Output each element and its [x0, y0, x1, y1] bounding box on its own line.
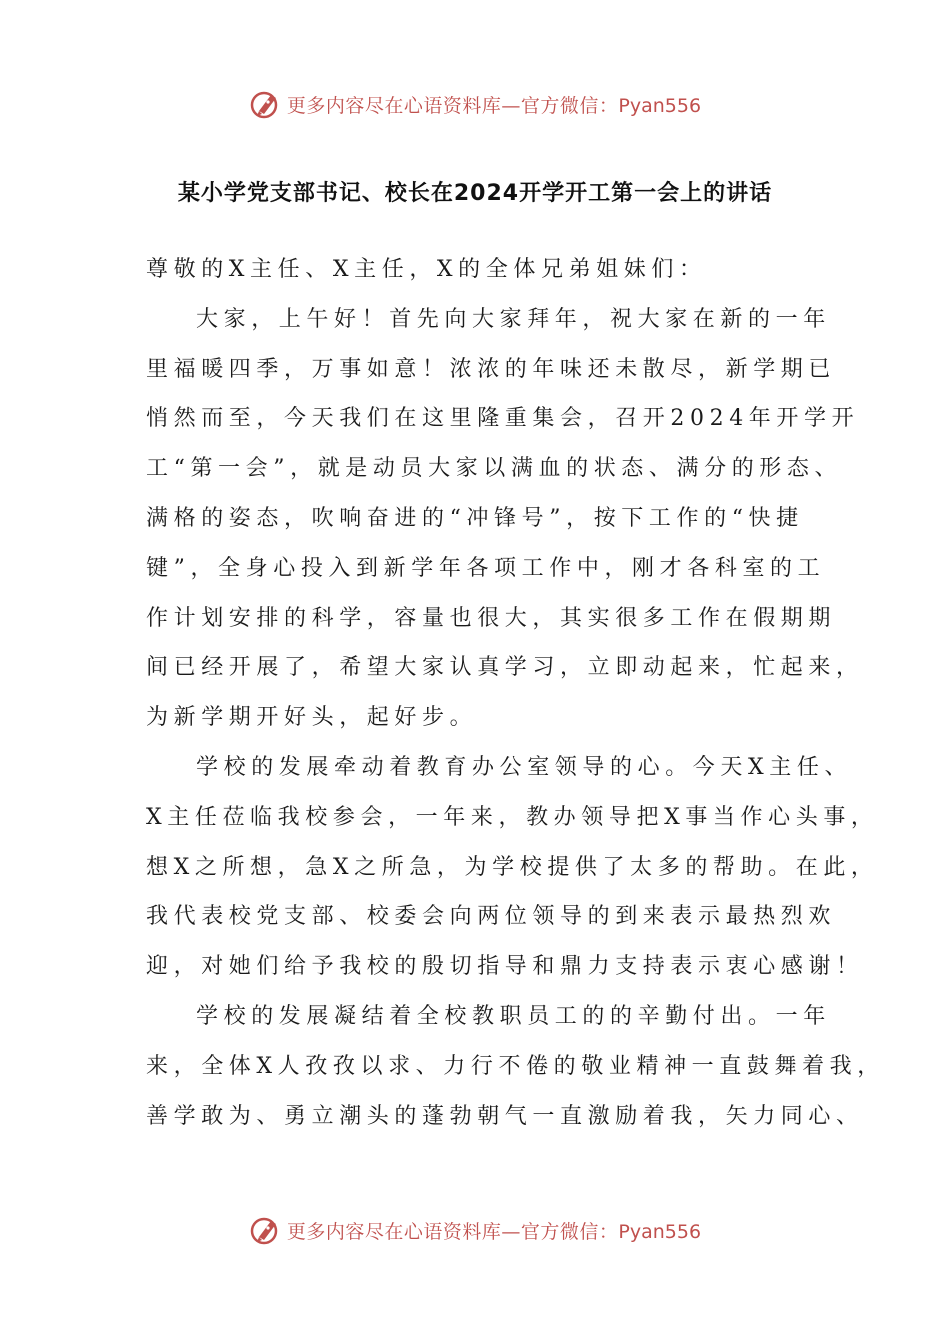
- text-line: 里福暖四季，万事如意！浓浓的年味还未散尽，新学期已: [146, 356, 837, 382]
- text-line: 键”，全身心投入到新学年各项工作中，刚才各科室的工: [146, 555, 826, 581]
- text-line: 满格的姿态，吹响奋进的“冲锋号”，按下工作的“快捷: [146, 505, 804, 531]
- text-line: 尊敬的X主任、X主任，X的全体兄弟姐妹们：: [146, 257, 707, 282]
- text-line: 想X之所想，急X之所急，为学校提供了太多的帮助。在此，: [146, 854, 879, 880]
- wechat-id: Pyan556: [618, 94, 702, 117]
- footer-watermark-banner: [0, 1210, 950, 1250]
- text-line: X主任莅临我校参会，一年来，教办领导把X事当作心头事，: [146, 804, 879, 830]
- text-line: 间已经开展了，希望大家认真学习，立即动起来，忙起来，: [146, 655, 864, 681]
- document-body: [146, 250, 885, 1146]
- wechat-id: Pyan556: [618, 1220, 702, 1243]
- pen-nib-icon: [249, 87, 283, 121]
- text-line: 为新学期开好头，起好步。: [146, 705, 478, 731]
- document-title: 某小学党支部书记、校长在2024开学开工第一会上的讲话: [177, 181, 773, 206]
- text-line: 作计划安排的科学，容量也很大，其实很多工作在假期期: [146, 605, 837, 631]
- pen-nib-icon: [249, 1213, 283, 1247]
- text-line: 迎，对她们给予我校的殷切指导和鼎力支持表示衷心感谢！: [146, 954, 864, 980]
- text-line: 我代表校党支部、校委会向两位领导的到来表示最热烈欢: [146, 904, 837, 930]
- text-line: 悄然而至，今天我们在这里隆重集会，召开2024年开学开: [146, 406, 860, 432]
- header-watermark-banner: [0, 84, 950, 124]
- text-line: 大家，上午好！首先向大家拜年，祝大家在新的一年: [196, 306, 831, 332]
- text-line: 学校的发展牵动着教育办公室领导的心。今天X主任、: [196, 754, 853, 780]
- text-line: 学校的发展凝结着全校教职员工的的辛勤付出。一年: [196, 1003, 831, 1029]
- banner-text: 更多内容尽在心语资料库—官方微信：Pyan556: [286, 94, 702, 117]
- text-line: 工“第一会”，就是动员大家以满血的状态、满分的形态、: [146, 456, 843, 482]
- banner-text: 更多内容尽在心语资料库—官方微信：Pyan556: [286, 1220, 702, 1243]
- text-line: 来，全体X人孜孜以求、力行不倦的敬业精神一直鼓舞着我，: [146, 1053, 885, 1079]
- text-line: 善学敢为、勇立潮头的蓬勃朝气一直激励着我，矢力同心、: [146, 1103, 864, 1129]
